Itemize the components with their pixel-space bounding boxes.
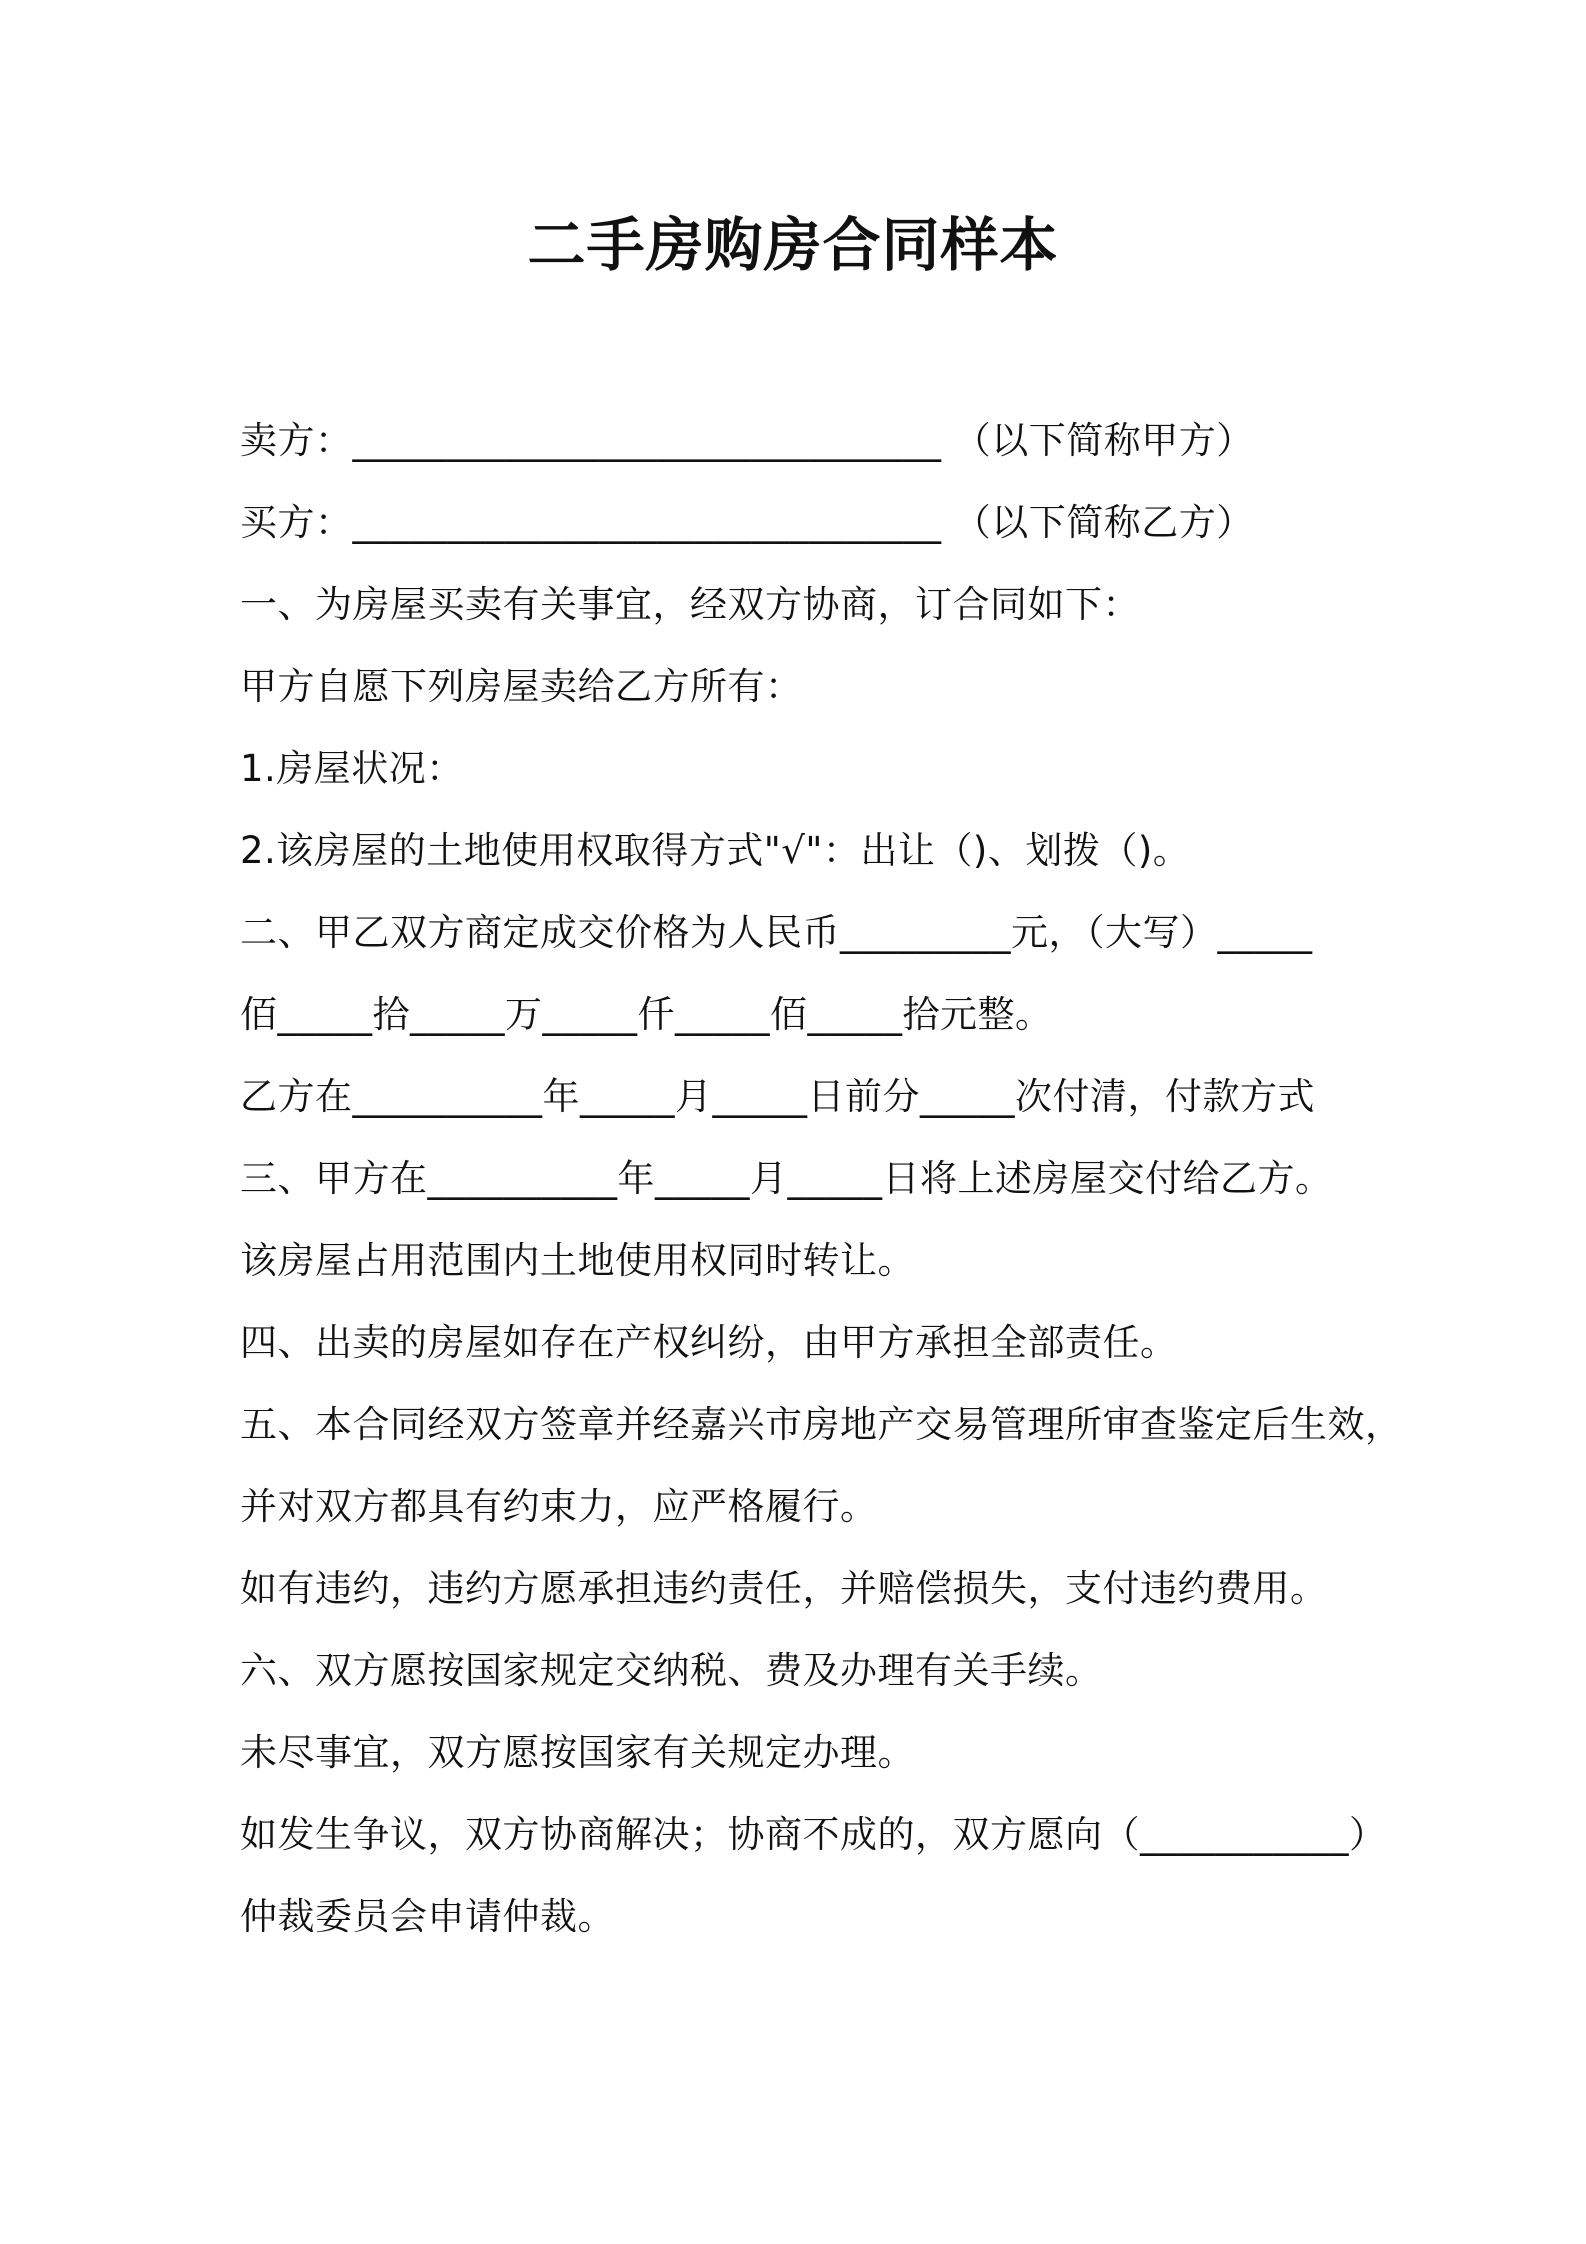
breach-line: 如有违约，违约方愿承担违约责任，并赔偿损失，支付违约费用。: [240, 1567, 1328, 1610]
clause-1-text: 甲方自愿下列房屋卖给乙方所有：: [240, 665, 803, 708]
other-matters-line: 未尽事宜，双方愿按国家有关规定办理。: [240, 1731, 915, 1774]
price-in-words-line: 佰_____拾_____万_____仟_____佰_____拾元整。: [240, 993, 1053, 1036]
clause-1-heading: 一、为房屋买卖有关事宜，经双方协商，订合同如下：: [240, 583, 1140, 626]
binding-line: 并对双方都具有约束力，应严格履行。: [240, 1485, 878, 1528]
land-transfer-line: 该房屋占用范围内土地使用权同时转让。: [240, 1239, 915, 1282]
clause-3-line: 三、甲方在__________年_____月_____日将上述房屋交付给乙方。: [240, 1157, 1333, 1200]
payment-line: 乙方在__________年_____月_____日前分_____次付清，付款方式: [240, 1075, 1315, 1118]
document-title: 二手房购房合同样本: [527, 211, 1059, 279]
contract-body: [240, 400, 1440, 1958]
buyer-line: 买方：_______________________________ （以下简称乙方）: [240, 501, 1254, 544]
clause-2-price-line: 二、甲乙双方商定成交价格为人民币_________元，（大写）_____: [240, 911, 1313, 954]
clause-4-line: 四、出卖的房屋如存在产权纠纷，由甲方承担全部责任。: [240, 1321, 1178, 1364]
house-status-line: 1.房屋状况：: [240, 747, 464, 790]
arbitration-line: 仲裁委员会申请仲裁。: [240, 1895, 615, 1938]
land-use-line: 2.该房屋的土地使用权取得方式"√"：出让（)、划拨（)。: [240, 829, 1191, 872]
clause-6-line: 六、双方愿按国家规定交纳税、费及办理有关手续。: [240, 1649, 1103, 1692]
dispute-line: 如发生争议，双方协商解决；协商不成的，双方愿向（___________）: [240, 1813, 1387, 1856]
clause-5-line: 五、本合同经双方签章并经嘉兴市房地产交易管理所审查鉴定后生效，: [240, 1403, 1403, 1446]
seller-line: 卖方：_______________________________ （以下简称甲方）: [240, 419, 1254, 462]
